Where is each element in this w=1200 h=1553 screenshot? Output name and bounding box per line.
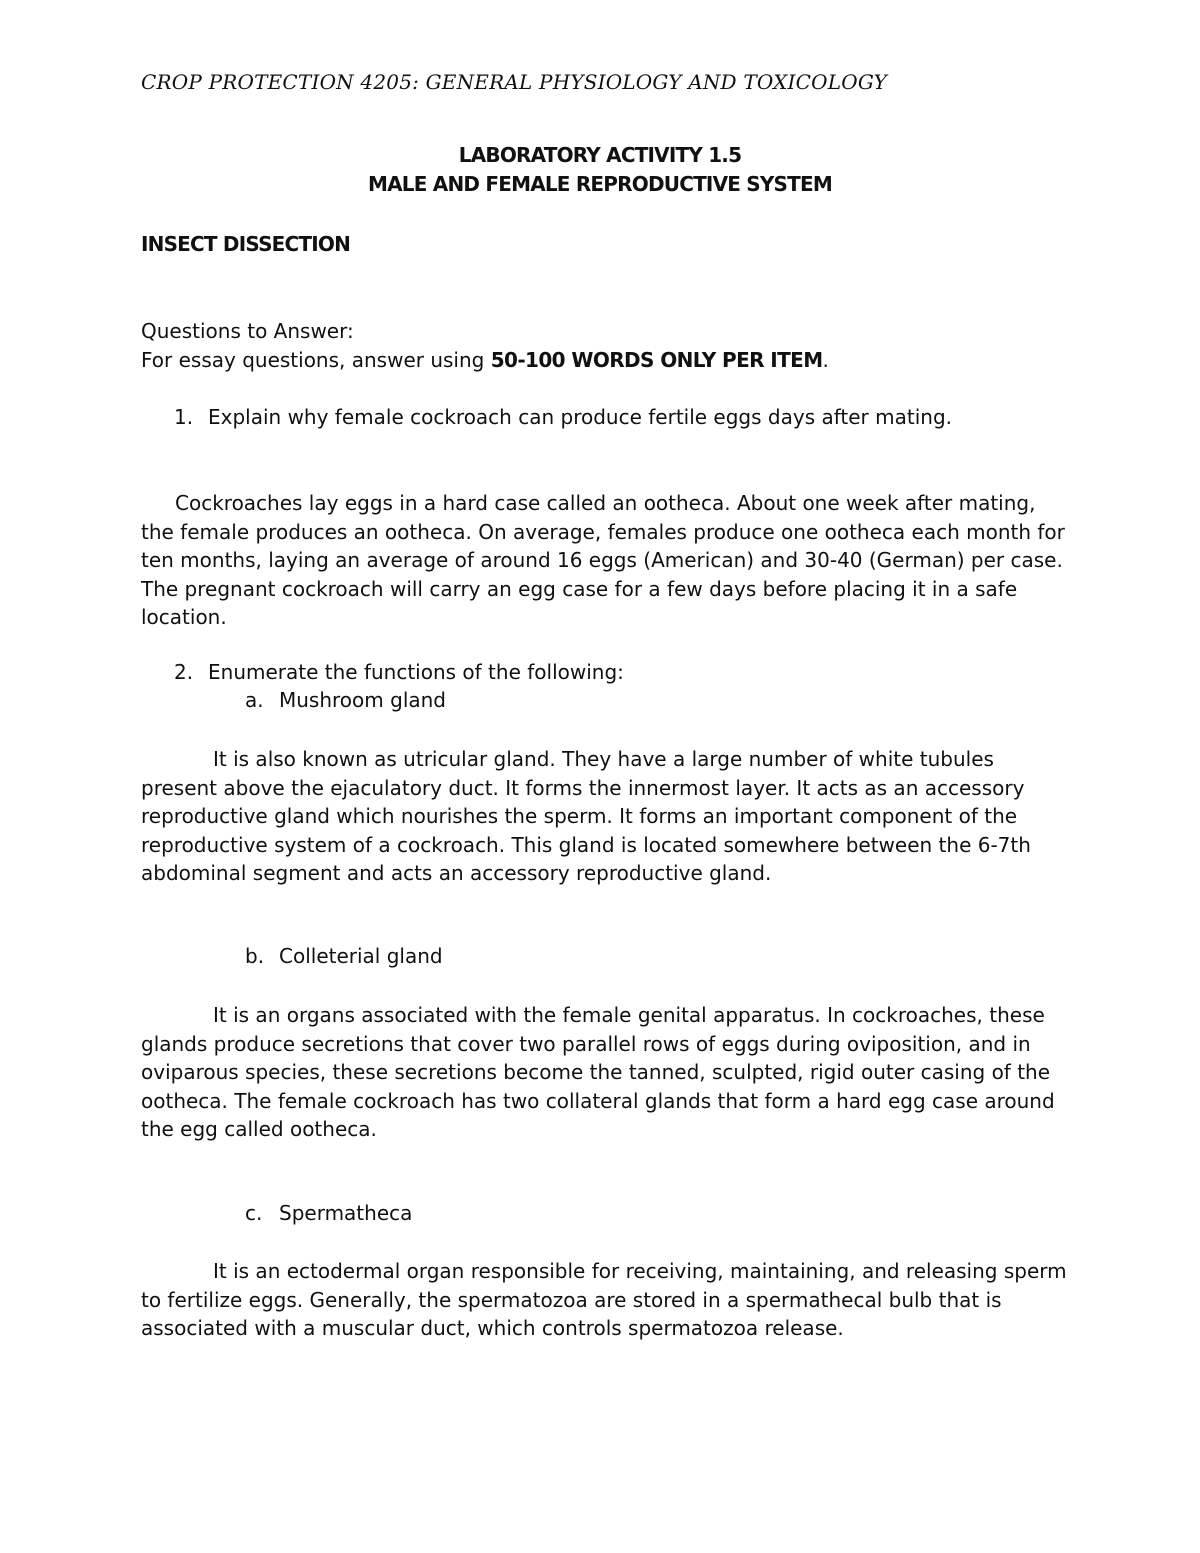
item-b-letter: b. — [245, 944, 265, 968]
questions-heading: Questions to Answer: — [141, 319, 354, 343]
question-2-number: 2. — [174, 660, 194, 684]
question-2 — [174, 660, 624, 684]
instructions-suffix: . — [822, 348, 829, 372]
instructions-prefix: For essay questions, answer using — [141, 348, 491, 372]
item-b-label: Colleterial gland — [279, 944, 443, 968]
item-c-label: Spermatheca — [279, 1201, 413, 1225]
answer-1: Cockroaches lay eggs in a hard case called an ootheca. About one week after mating, the female produces an ootheca. On average, females produce one ootheca each month for ten months, laying an average of around 16 eggs (American) and 30-40 (German) per case. The pregnant cockroach will carry an egg case for a few days before placing it in a safe location. — [141, 491, 1065, 629]
word-limit: 50-100 WORDS ONLY PER ITEM — [490, 348, 823, 372]
item-b — [245, 944, 443, 968]
question-2-text: Enumerate the functions of the following: — [208, 660, 624, 684]
item-a-label: Mushroom gland — [279, 688, 447, 712]
item-a-letter: a. — [245, 688, 264, 712]
question-1-number: 1. — [174, 405, 194, 429]
section-heading: INSECT DISSECTION — [141, 232, 351, 256]
question-1-text: Explain why female cockroach can produce fertile eggs days after mating. — [208, 405, 953, 429]
course-header: CROP PROTECTION 4205: GENERAL PHYSIOLOGY AND TOXICOLOGY — [141, 70, 888, 94]
question-1 — [174, 405, 952, 429]
item-c — [245, 1201, 412, 1225]
instructions-line — [141, 348, 829, 372]
activity-title: LABORATORY ACTIVITY 1.5 — [458, 143, 742, 167]
item-c-letter: c. — [245, 1201, 263, 1225]
answer-2a: It is also known as utricular gland. They have a large number of white tubules present above the ejaculatory duct. It forms the innermost layer. It acts as an accessory reproductive gland which nourishes the sperm. It forms an important component of the reproductive system of a cockroach. This gland is located somewhere between the 6-7th abdominal segment and acts an accessory reproductive gland. — [141, 747, 1031, 885]
item-a — [245, 688, 446, 712]
activity-subtitle: MALE AND FEMALE REPRODUCTIVE SYSTEM — [368, 172, 832, 196]
answer-2b: It is an organs associated with the female genital apparatus. In cockroaches, these glands produce secretions that cover two parallel rows of eggs during oviposition, and in oviparous species, these secretions become the tanned, sculpted, rigid outer casing of the ootheca. The female cockroach has two collateral glands that form a hard egg case around the egg called ootheca. — [141, 1003, 1055, 1141]
answer-2c: It is an ectodermal organ responsible for receiving, maintaining, and releasing sperm to fertilize eggs. Generally, the spermatozoa are stored in a spermathecal bulb that is associated with a muscular duct, which controls spermatozoa release. — [141, 1259, 1067, 1340]
